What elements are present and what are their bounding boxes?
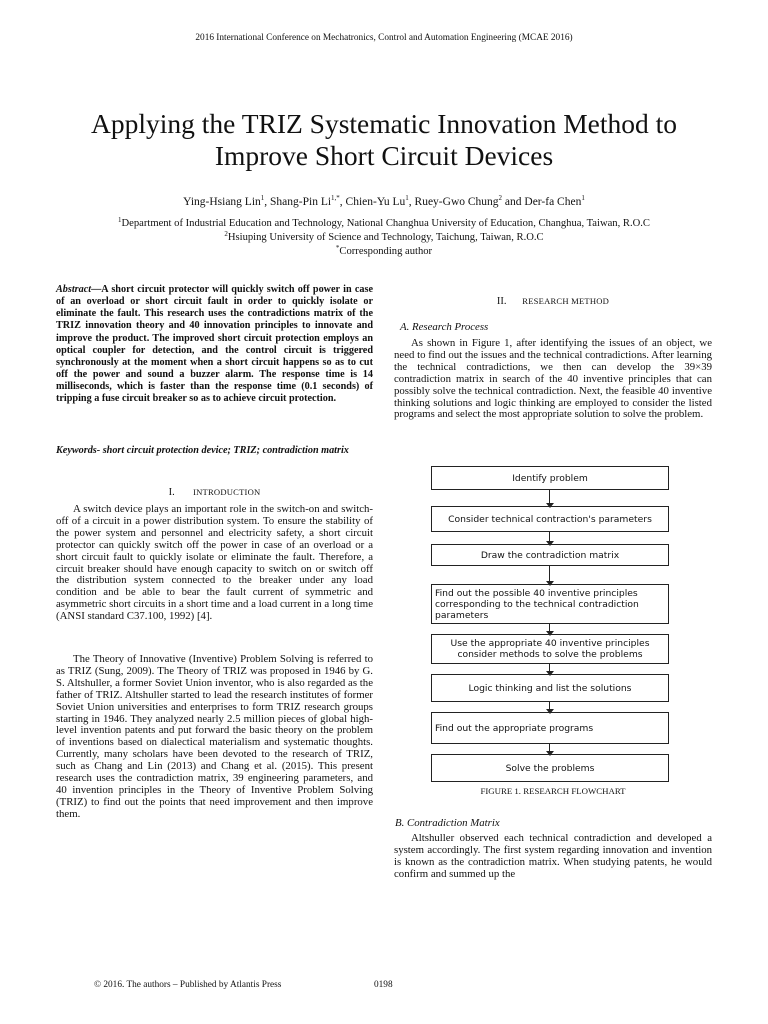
affiliation-3	[0, 246, 768, 257]
flow-step-2: Consider technical contraction's parameters	[431, 506, 669, 532]
author-5: and Der-fa Chen	[502, 196, 582, 208]
subsection-heading-research-process: A. Research Process	[400, 321, 489, 333]
affiliation-3-text: Corresponding author	[339, 246, 433, 257]
flow-arrow-4	[549, 624, 550, 632]
affiliation-1-mark: 1	[118, 216, 122, 224]
author-2-affiliation: 1,*	[331, 194, 340, 202]
author-3: , Chien-Yu Lu	[339, 196, 406, 208]
contradiction-matrix-paragraph: Altshuller observed each technical contradiction and developed a system accordingly. The first system regarding innovation and invention is known as the contradiction matrix. When studying patents, he would confirm and summed up the	[394, 832, 712, 880]
flow-step-1: Identify problem	[431, 466, 669, 490]
flow-step-3: Draw the contradiction matrix	[431, 544, 669, 566]
affiliation-2	[0, 232, 768, 243]
affiliation-1-text: Department of Industrial Education and Technology, National Changhua University of Education, Changhua, Taiwan, R.O.C	[121, 218, 650, 229]
section-1-number: I.	[168, 487, 175, 498]
author-1-affiliation: 1	[260, 194, 265, 202]
abstract-text: —A short circuit protector will quickly switch off power in case of an overload or short circuit fault in order to quickly isolate or eliminate the fault. This research uses the contradictions matrix of the TRIZ innovation theory and 40 innovation principles to innovate and improve the product. The improved short circuit protection employs an optical coupler for detection, and the control circuit is triggered synchronously at the moment when a short circuit happens so as to cut off the power and sound a buzzer alarm. The response time is 14 milliseconds, which is faster than the response time (0.1 seconds) of tripping a fuse circuit breaker so as to achieve circuit protection.	[56, 284, 373, 405]
section-2-title: RESEARCH METHOD	[522, 296, 610, 306]
flow-step-6: Logic thinking and list the solutions	[431, 674, 669, 702]
flow-arrow-6	[549, 702, 550, 710]
affiliation-2-text: Hsiuping University of Science and Technology, Taichung, Taiwan, R.O.C	[227, 232, 544, 243]
keywords-text: short circuit protection device; TRIZ; contradiction matrix	[100, 445, 349, 456]
flow-arrow-1	[549, 490, 550, 504]
page-number: 0198	[374, 980, 393, 990]
flow-arrow-7	[549, 744, 550, 752]
paper-title	[30, 108, 738, 172]
author-3-affiliation: 1	[405, 194, 409, 202]
affiliation-2-mark: 2	[224, 230, 228, 238]
abstract-label: Abstract	[56, 284, 92, 295]
author-list	[0, 196, 768, 208]
research-process-paragraph: As shown in Figure 1, after identifying the issues of an object, we need to find out the issues and the technical contradictions. After learning the technical contradictions, we then can develop the 39×39 contradiction matrix in search of the 40 inventive principles that can possibly solve the technical contradiction. Next, the feasible 40 inventive thinking solutions and logic thinking are employed to consider the listed programs and select the most appropriate solution to solve the problem.	[394, 337, 712, 421]
footer-license: © 2016. The authors – Published by Atlantis Press	[94, 980, 282, 990]
author-5-affiliation: 1	[581, 194, 585, 202]
section-heading-research-method	[394, 296, 712, 307]
affiliation-1	[0, 218, 768, 229]
intro-paragraph-1: A switch device plays an important role in the switch-on and switch-off of a circuit in a power distribution system. To ensure the stability of the power system and personnel and electricity safety, a short circuit protector can quickly switch off the power in case of an overload or a short circuit fault to quickly isolate or eliminate the fault. Therefore, a circuit breaker should have enough capacity to switch on or switch off the distribution system connected to the breaker under any load condition and be able to bear the fault current of symmetric and asymmetric short circuits in a short time and a load current in a long time (ANSI standard C37.100, 1992) [4].	[56, 503, 373, 623]
author-4: , Ruey-Gwo Chung	[408, 196, 499, 208]
keywords-label: Keywords-	[56, 445, 101, 456]
flow-step-5: Use the appropriate 40 inventive principles consider methods to solve the problems	[431, 634, 669, 664]
figure-caption: FIGURE 1. RESEARCH FLOWCHART	[480, 786, 626, 796]
author-1: Ying-Hsiang Lin	[183, 196, 261, 208]
flow-arrow-2	[549, 532, 550, 542]
section-heading-introduction	[56, 487, 373, 498]
flow-arrow-5	[549, 664, 550, 672]
flow-step-4: Find out the possible 40 inventive principles corresponding to the technical contradiction parameters	[431, 584, 669, 624]
flow-arrow-3	[549, 566, 550, 582]
abstract	[56, 284, 373, 406]
flow-step-8: Solve the problems	[431, 754, 669, 782]
section-2-number: II.	[496, 296, 507, 307]
author-2: , Shang-Pin Li	[264, 196, 332, 208]
intro-paragraph-2: The Theory of Innovative (Inventive) Problem Solving is referred to as TRIZ (Sung, 2009). The Theory of TRIZ was proposed in 1946 by G. S. Altshuller, a former Soviet Union inventor, who is also regarded as the father of TRIZ. Altshuller started to lead the research institutes of former Soviet Union universities and enterprises to form TRIZ research groups starting in 1946. They analyzed nearly 2.5 million pieces of global high-level invention patents and put forward the basic theory on the problem of inventions based on dialectical materialism and systematic thoughts. Currently, many scholars have been devoted to the research of TRIZ, such as Chang and Lin (2013) and Chang et al. (2015). This present research uses the contradiction matrix, 39 engineering parameters, and 40 invention principles in the Theory of Inventive Problem Solving (TRIZ) to find out the points that need improvement and then improve them.	[56, 653, 373, 820]
conference-header: 2016 International Conference on Mechatronics, Control and Automation Engineering (MCAE 2016)	[195, 33, 573, 43]
keywords	[56, 445, 373, 457]
flow-step-7: Find out the appropriate programs	[431, 712, 669, 744]
affiliation-3-mark: *	[335, 244, 340, 252]
section-1-title: INTRODUCTION	[193, 487, 261, 497]
research-flowchart	[431, 466, 671, 786]
title-line-2: Improve Short Circuit Devices	[214, 140, 554, 171]
author-4-affiliation: 2	[498, 194, 503, 202]
title-line-1: Applying the TRIZ Systematic Innovation Method to	[90, 108, 678, 139]
subsection-heading-contradiction-matrix: B. Contradiction Matrix	[395, 817, 500, 829]
